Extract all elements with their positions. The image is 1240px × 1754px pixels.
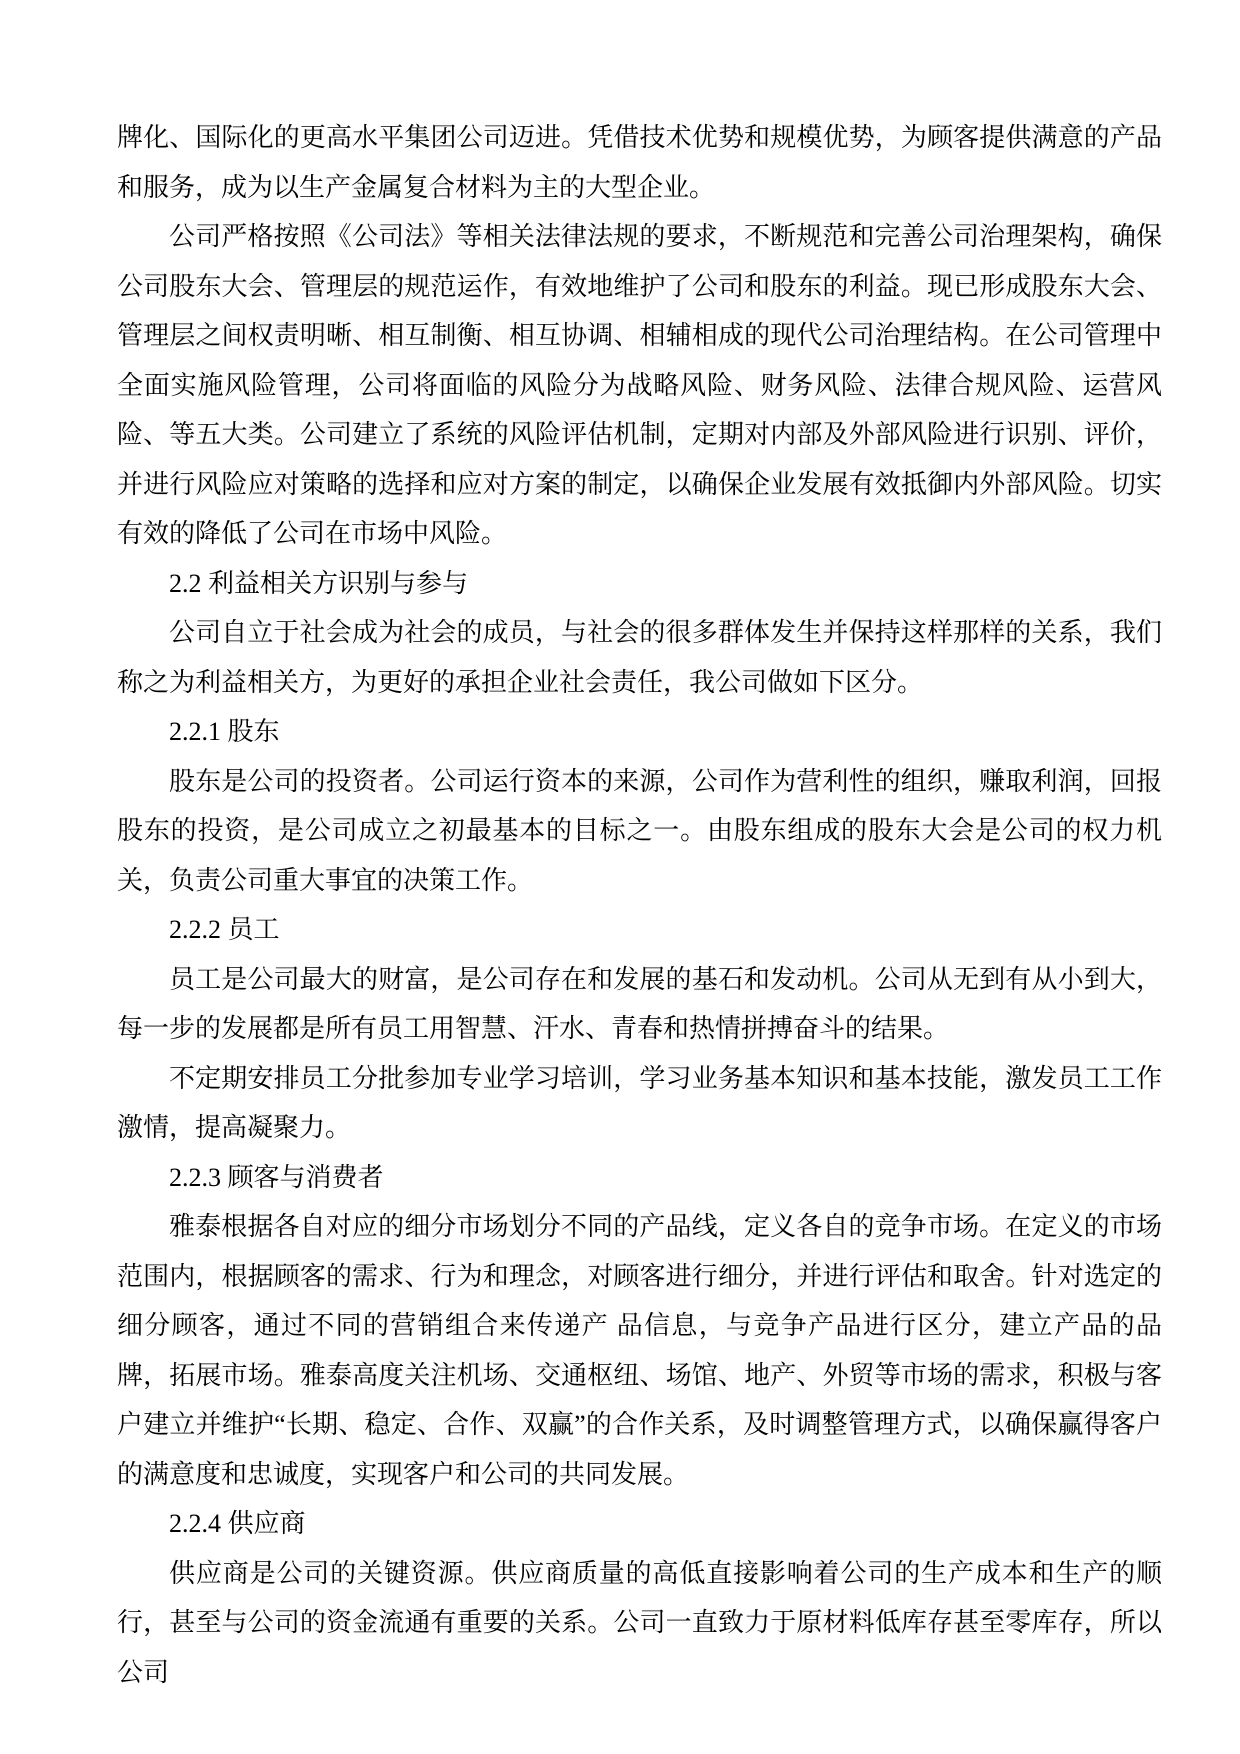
- paragraph-suppliers: 供应商是公司的关键资源。供应商质量的高低直接影响着公司的生产成本和生产的顺行，甚至与公司的资金流通有重要的关系。公司一直致力于原材料低库存甚至零库存，所以公司: [117, 1558, 1162, 1687]
- paragraph-governance: 公司严格按照《公司法》等相关法律法规的要求，不断规范和完善公司治理架构，确保公司股东大会、管理层的规范运作，有效地维护了公司和股东的利益。现已形成股东大会、管理层之间权责明晰、相互制衡、相互协调、相辅相成的现代公司治理结构。在公司管理中全面实施风险管理，公司将面临的风险分为战略风险、财务风险、法律合规风险、运营风险、等五大类。公司建立了系统的风险评估机制，定期对内部及外部风险进行识别、评价，并进行风险应对策略的选择和应对方案的制定，以确保企业发展有效抵御内外部风险。切实有效的降低了公司在市场中风险。: [117, 222, 1162, 548]
- paragraph-stakeholders-intro: 公司自立于社会成为社会的成员，与社会的很多群体发生并保持这样那样的关系，我们称之为利益相关方，为更好的承担企业社会责任，我公司做如下区分。: [117, 618, 1162, 697]
- section-heading-2-2: 2.2 利益相关方识别与参与: [169, 568, 469, 598]
- section-heading-2-2-3: 2.2.3 顾客与消费者: [169, 1162, 384, 1192]
- paragraph-continuation: 牌化、国际化的更高水平集团公司迈进。凭借技术优势和规模优势，为顾客提供满意的产品和服务，成为以生产金属复合材料为主的大型企业。: [117, 123, 1162, 202]
- section-heading-2-2-1: 2.2.1 股东: [169, 717, 280, 746]
- paragraph-shareholders: 股东是公司的投资者。公司运行资本的来源，公司作为营利性的组织，赚取利润，回报股东的投资，是公司成立之初最基本的目标之一。由股东组成的股东大会是公司的权力机关，负责公司重大事宜的决策工作。: [117, 766, 1162, 895]
- paragraph-employees-1: 员工是公司最大的财富，是公司存在和发展的基石和发动机。公司从无到有从小到大，每一步的发展都是所有员工用智慧、汗水、青春和热情拼搏奋斗的结果。: [117, 964, 1162, 1043]
- section-heading-2-2-4: 2.2.4 供应商: [169, 1509, 306, 1538]
- section-heading-2-2-2: 2.2.2 员工: [169, 915, 280, 944]
- paragraph-employees-2: 不定期安排员工分批参加专业学习培训，学习业务基本知识和基本技能，激发员工工作激情，提高凝聚力。: [117, 1063, 1162, 1142]
- paragraph-customers: 雅泰根据各自对应的细分市场划分不同的产品线，定义各自的竞争市场。在定义的市场范围内，根据顾客的需求、行为和理念，对顾客进行细分，并进行评估和取舍。针对选定的细分顾客，通过不同的营销组合来传递产 品信息，与竞争产品进行区分，建立产品的品牌，拓展市场。雅泰高度关注机场、交通枢纽、场馆、地产、外贸等市场的需求，积极与客户建立并维护“长期、稳定、合作、双赢”的合作关系，及时调整管理方式，以确保赢得客户的满意度和忠诚度，实现客户和公司的共同发展。: [117, 1212, 1162, 1489]
- document-body: [117, 113, 1162, 1697]
